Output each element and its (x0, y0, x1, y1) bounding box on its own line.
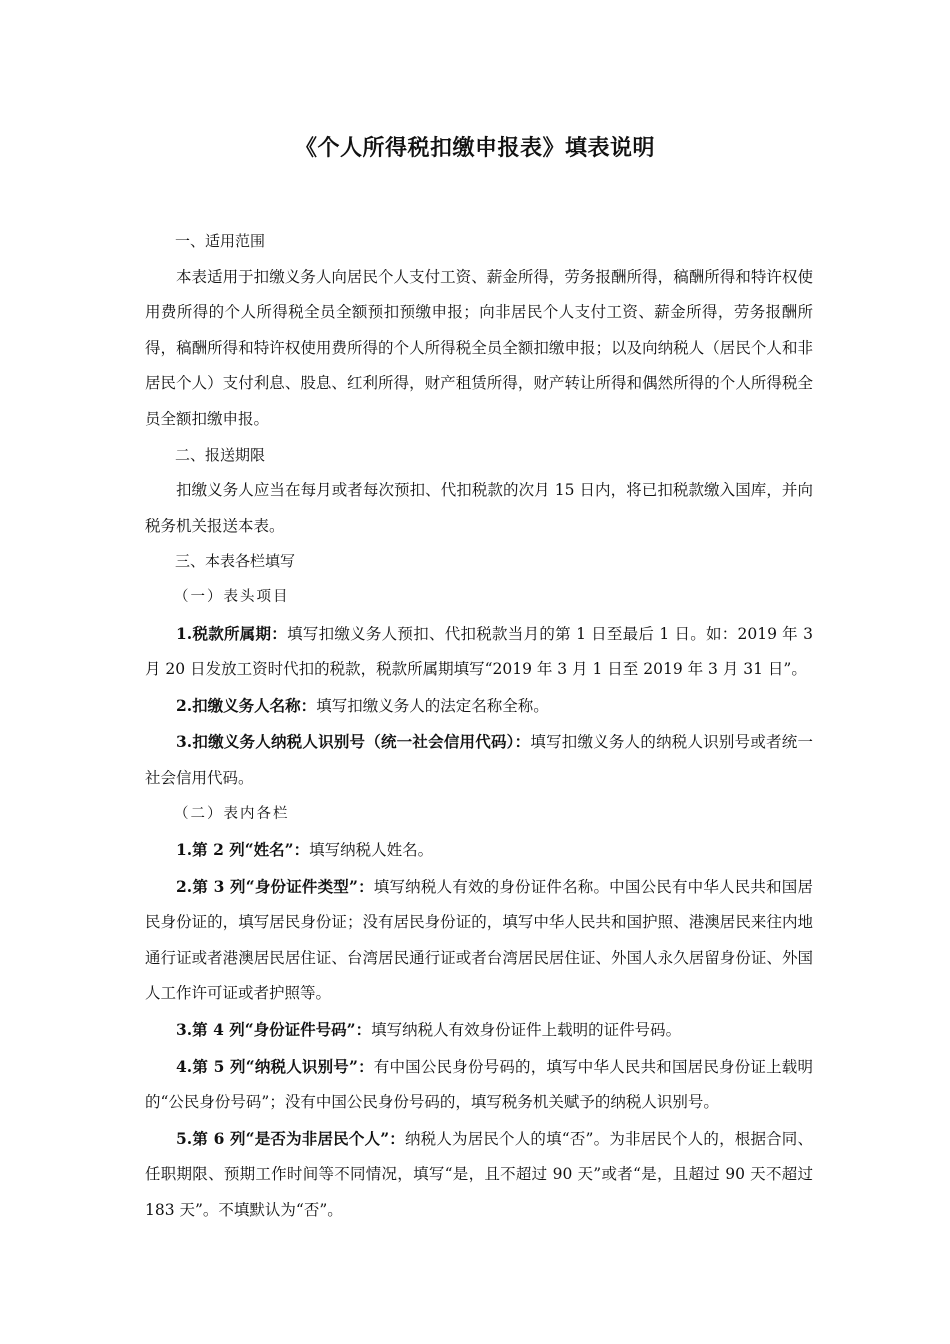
field-item-label: 2.扣缴义务人名称： (176, 695, 317, 715)
column-item-label: 1.第 2 列“姓名”： (176, 840, 310, 860)
column-item-text: 填写纳税人姓名。 (309, 841, 434, 860)
column-item (145, 832, 813, 869)
column-item-label: 3.第 4 列“身份证件号码”： (176, 1020, 372, 1040)
field-item-text: 填写扣缴义务人的纳税人识别号或者统一社会信用代码。 (145, 733, 813, 787)
deadline-paragraph: 扣缴义务人应当在每月或者每次预扣、代扣税款的次月 15 日内，将已扣税款缴入国库，并向税务机关报送本表。 (145, 481, 813, 535)
column-item-label: 2.第 3 列“身份证件类型”： (176, 876, 374, 896)
section-heading-scope: 一、适用范围 (175, 232, 266, 250)
field-item (145, 724, 813, 796)
section-heading-deadline: 二、报送期限 (175, 445, 266, 464)
field-item-text: 填写扣缴义务人预扣、代扣税款当月的第 1 日至最后 1 日。如：2019 年 3 月 20 日发放工资时代扣的税款，税款所属期填写“2019 年 3 月 1 日至 2019 年 3 月 31 日”。 (145, 624, 813, 679)
column-item-text: 填写纳税人有效的身份证件名称。中国公民有中华人民共和国居民身份证的，填写居民身份证；没有居民身份证的，填写中华人民共和国护照、港澳居民来往内地通行证或者港澳居民居住证、台湾居民通行证或者台湾居民居住证、外国人永久居留身份证、外国人工作许可证或者护照等。 (145, 877, 813, 1003)
field-item-label: 3.扣缴义务人纳税人识别号（统一社会信用代码）： (176, 732, 531, 752)
column-item (145, 1012, 813, 1049)
field-item (145, 616, 813, 688)
document-body (145, 224, 813, 1229)
column-item-label: 4.第 5 列“纳税人识别号”： (176, 1056, 374, 1076)
column-item (145, 1049, 813, 1121)
column-item-text: 填写纳税人有效身份证件上载明的证件号码。 (371, 1021, 682, 1040)
column-item (145, 1121, 813, 1229)
column-item-label: 5.第 6 列“是否为非居民个人”： (176, 1128, 405, 1148)
field-item (145, 688, 813, 725)
column-item-text: 有中国公民身份号码的，填写中华人民共和国居民身份证上载明的“公民身份号码”；没有中国公民身份号码的，填写税务机关赋予的纳税人识别号。 (145, 1057, 813, 1112)
section-heading-fields: 三、本表各栏填写 (175, 552, 296, 571)
scope-paragraph: 本表适用于扣缴义务人向居民个人支付工资、薪金所得，劳务报酬所得，稿酬所得和特许权使用费所得的个人所得税全员全额预扣预缴申报；向非居民个人支付工资、薪金所得，劳务报酬所得，稿酬所得和特许权使用费所得的个人所得税全员全额扣缴申报；以及向纳税人（居民个人和非居民个人）支付利息、股息、红利所得，财产租赁所得，财产转让所得和偶然所得的个人所得税全员全额扣缴申报。 (145, 267, 813, 428)
document-title: 《个人所得税扣缴申报表》填表说明 (294, 135, 655, 161)
column-item (145, 869, 813, 1012)
subheading-table-columns: （二）表内各栏 (174, 805, 290, 822)
field-item-text: 填写扣缴义务人的法定名称全称。 (316, 696, 549, 715)
subheading-header-items: （一）表头项目 (174, 588, 290, 605)
field-item-label: 1.税款所属期： (176, 623, 288, 643)
column-item-text: 纳税人为居民个人的填“否”。为非居民个人的，根据合同、任职期限、预期工作时间等不同情况，填写“是，且不超过 90 天”或者“是，且超过 90 天不超过 183 天”。不填默认为“否”。 (145, 1129, 813, 1220)
